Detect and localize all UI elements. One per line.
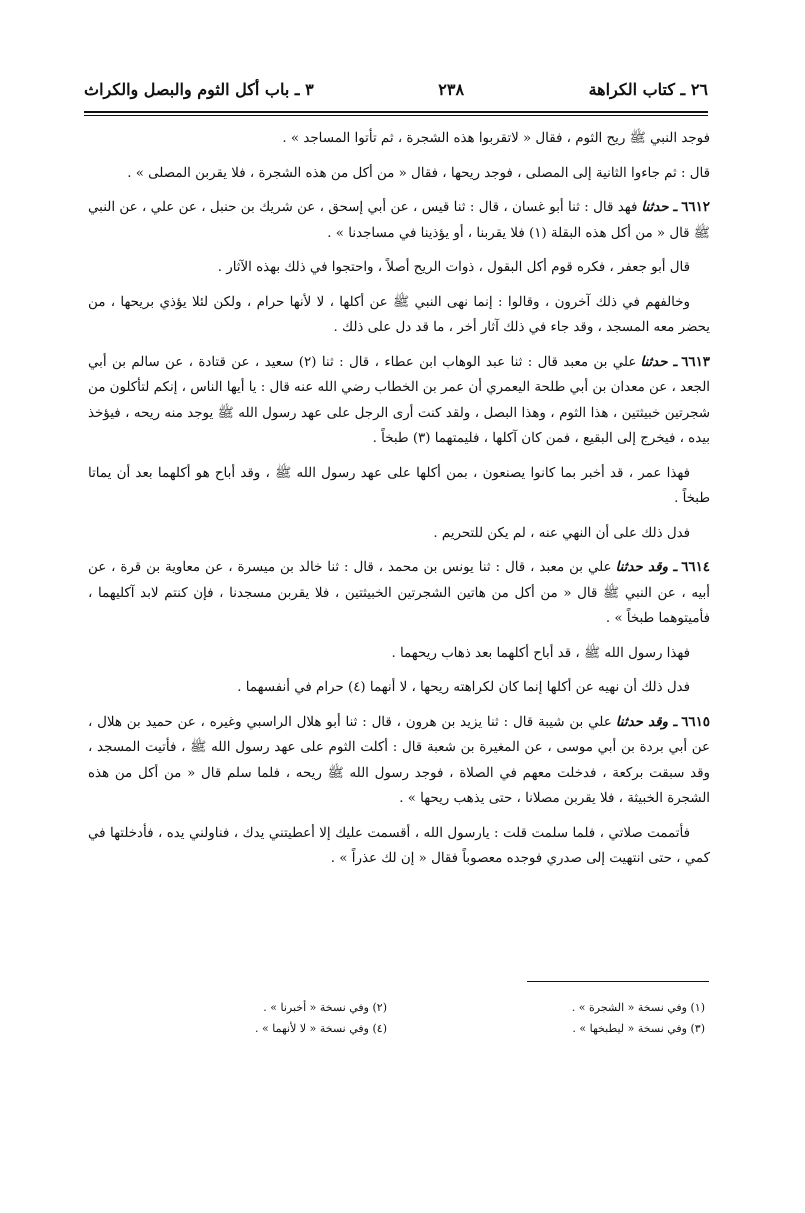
header-rule (84, 111, 708, 113)
header-rule-thin (84, 115, 708, 116)
hadith-6613: ٦٦١٣ـ حدثناعلي بن معبد قال : ثنا عبد الوهاب ابن عطاء ، قال : ثنا (٢) سعيد ، عن قتادة ، عن سالم بن أبي الجعد ، عن معدان بن أبي طلحة اليعمري أن عمر بن الخطاب رضي الله عنه قال : يا أيها الناس ، إنكم لتأكلون من شجرتين خبيثتين ، هذا الثوم ، وهذا البصل ، ولقد كنت أرى الرجل على عهد رسول الله ﷺ يوجد منه ريحه ، فيؤخذ بيده ، فيخرج إلى البقيع ، فمن كان آكلها ، فليمتهما (٣) طبخاً . (88, 353, 710, 446)
paragraph: فهذا رسول الله ﷺ ، قد أباح أكلهما بعد ذهاب ريحهما . (391, 645, 690, 661)
hadith-lead: ـ وقد حدثنا (615, 559, 678, 575)
paragraph: فوجد النبي ﷺ ريح الثوم ، فقال « لاتقربوا هذه الشجرة ، ثم تأتوا المساجد » . (282, 131, 710, 146)
footnote-4: (٤) وفي نسخة « لا لأنهما » . (255, 1022, 387, 1035)
section-title: ٣ ـ باب أكل الثوم والبصل والكراث (84, 79, 314, 99)
hadith-lead: ـ حدثنا (641, 199, 678, 215)
paragraph: وخالفهم في ذلك آخرون ، وقالوا : إنما نهى النبي ﷺ عن أكلها ، لا لأنها حرام ، ولكن لئلا يؤذي بريحها ، من يحضر معه المسجد ، وقد جاء في ذلك آثار أخر ، ما قد دل على ذلك . (88, 294, 710, 335)
hadith-6614: ٦٦١٤ـ وقد حدثناعلي بن معبد ، قال : ثنا يونس بن محمد ، قال : ثنا خالد بن ميسرة ، عن معاوية بن قرة ، عن أبيه ، عن النبي ﷺ قال « من أكل من هاتين الشجرتين الخبيثتين ، فلا يقربن مسجدنا ، فإن كنتم لابد آكليهما ، فأميتوهما طبخاً » . (88, 559, 710, 626)
paragraph: فهذا عمر ، قد أخبر بما كانوا يصنعون ، بمن أكلها على عهد رسول الله ﷺ ، وقد أباح هو أكلهما بعد أن يماتا طبخاً . (88, 465, 710, 506)
running-header (84, 72, 708, 106)
paragraph: قال أبو جعفر ، فكره قوم أكل البقول ، ذوات الريح أصلاً ، واحتجوا في ذلك بهذه الآثار . (217, 260, 690, 275)
hadith-number: ٦٦١٤ (681, 559, 710, 575)
page-number: ٢٣٨ (438, 79, 465, 99)
paragraph: فدل ذلك على أن النهي عنه ، لم يكن للتحريم . (433, 525, 690, 541)
hadith-number: ٦٦١٣ (681, 353, 710, 370)
main-text (88, 126, 710, 872)
hadith-lead: ـ وقد حدثنا (615, 713, 678, 730)
paragraph: فدل ذلك أن نهيه عن أكلها إنما كان لكراهته ريحها ، لا أنهما (٤) حرام في أنفسهما . (237, 680, 690, 695)
hadith-number: ٦٦١٢ (681, 199, 710, 215)
hadith-6612: ٦٦١٢ـ حدثنافهد قال : ثنا أبو غسان ، قال : ثنا قيس ، عن أبي إسحق ، عن شريك بن حنبل ، عن علي ، عن النبي ﷺ قال « من أكل هذه البقلة (١) فلا يقربنا ، أو يؤذينا في مساجدنا » . (88, 199, 710, 241)
paragraph: قال : ثم جاءوا الثانية إلى المصلى ، فوجد ريحها ، فقال « من أكل من هذه الشجرة ، فلا يقربن المصلى » . (127, 165, 710, 181)
footnote-2: (٢) وفي نسخة « أخبرنا » . (263, 1001, 387, 1014)
hadith-6615: ٦٦١٥ـ وقد حدثناعلي بن شيبة قال : ثنا يزيد بن هرون ، قال : ثنا أبو هلال الراسبي وغيره ، عن حميد بن هلال ، عن أبي بردة بن أبي موسى ، عن المغيرة بن شعبة قال : أكلت الثوم على عهد رسول الله ﷺ ، فأتيت المسجد ، وقد سبقت بركعة ، فدخلت معهم في الصلاة ، فوجد رسول الله ﷺ ريحه ، فلما سلم قال « من أكل من هذه الشجرة الخبيثة ، فلا يقربن مصلانا ، حتى يذهب ريحها » . (88, 713, 710, 806)
footnote-rule (527, 981, 709, 982)
chapter-title: ٢٦ ـ كتاب الكراهة (588, 79, 708, 99)
footnote-3: (٣) وفي نسخة « ليطبخها » . (572, 1022, 705, 1035)
footnote-1: (١) وفي نسخة « الشجرة » . (571, 1001, 705, 1014)
hadith-number: ٦٦١٥ (681, 713, 710, 730)
hadith-lead: ـ حدثنا (640, 353, 678, 370)
paragraph: فأتممت صلاتي ، فلما سلمت قلت : يارسول الله ، أقسمت عليك إلا أعطيتني يدك ، فناولني يده ، فأدخلتها في كمي ، حتى انتهيت إلى صدري فوجده معصوباً فقال « إن لك عذراً » . (88, 825, 710, 866)
